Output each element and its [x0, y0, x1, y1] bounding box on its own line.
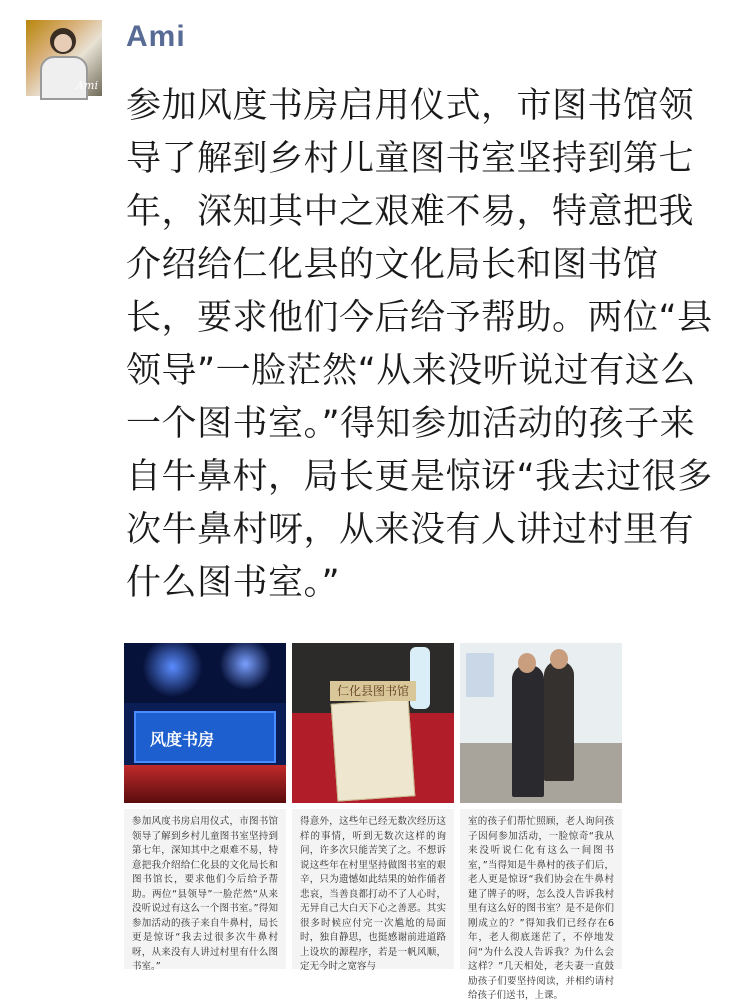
photo-book[interactable] — [292, 643, 454, 803]
photo-text-2[interactable] — [292, 809, 454, 972]
man-left-head — [518, 653, 536, 673]
photo-text-1-content: 参加风度书房启用仪式，市图书馆领导了解到乡村儿童图书室坚持到第七年，深知其中之艰难不易，特意把我介绍给仁化县的文化局长和图书馆长，要求他们今后给予帮助。两位“县领导”一脸茫然“从来没听说过有这么一个图书室。”得知参加活动的孩子来自牛鼻村，局长更是惊讶“我去过很多次牛鼻村呀，从来没有人讲过村里有什么图书室。” — [132, 816, 278, 972]
book-title: 仁化县图书馆 — [330, 681, 416, 701]
avatar-body — [40, 56, 88, 100]
wall-poster — [466, 653, 494, 697]
post-text: 参加风度书房启用仪式，市图书馆领导了解到乡村儿童图书室坚持到第七年，深知其中之艰难不易，特意把我介绍给仁化县的文化局长和图书馆长，要求他们今后给予帮助。两位“县领导”一脸茫然“从来没听说过有这么一个图书室。”得知参加活动的孩子来自牛鼻村，局长更是惊讶“我去过很多次牛鼻村呀，从来没有人讲过村里有什么图书室。” — [126, 86, 713, 603]
photo-text-2-content: 得意外，这些年已经无数次经历这样的事情，听到无数次这样的询问，许多次只能苦笑了之。不想诉说这些年在村里坚持做图书室的艰辛，只为遗憾如此结果的始作俑者悲哀，当善良都打动不了人心时，无异自己大白天下心之善恶。其实很多时候应付完一次尴尬的局面时，独自静思，也挺感谢前进道路上设坎的源程序，若是一帆风顺，定无今时之宽容与 — [300, 816, 446, 972]
user-name[interactable]: Ami — [126, 20, 186, 53]
photo-grid — [124, 643, 624, 1001]
photo-text-3-content: 室的孩子们帮忙照顾，老人询问孩子因何参加活动，一脸惊奇“我从来没听说仁化有这么一间图书室，”当得知是牛鼻村的孩子们后，老人更是惊讶“我们协会在牛鼻村建了牌子的呀，怎么没人告诉我村里有这么好的图书室？是不是你们刚成立的？”得知我们已经存在6年，老人彻底迷茫了，不停地发问“为什么没人告诉我？为什么会这样？”几天相处，老夫妻一直鼓励孩子们要坚持阅读，并相约请村给孩子们送书，上课。 — [468, 816, 614, 1001]
man-right-head — [550, 649, 568, 669]
stage-screen-text: 风度书房 — [150, 730, 215, 749]
man-right — [544, 661, 574, 781]
avatar-signature: Ami — [76, 79, 98, 92]
user-avatar[interactable] — [26, 20, 102, 96]
stage-lights — [124, 643, 286, 703]
photo-text-1[interactable] — [124, 809, 286, 972]
photo-stage[interactable] — [124, 643, 286, 803]
man-left — [512, 665, 544, 797]
book — [331, 698, 416, 801]
avatar-face — [54, 34, 72, 52]
photo-two-men[interactable] — [460, 643, 622, 803]
stage-floor — [124, 765, 286, 803]
photo-text-3[interactable] — [460, 809, 622, 1001]
